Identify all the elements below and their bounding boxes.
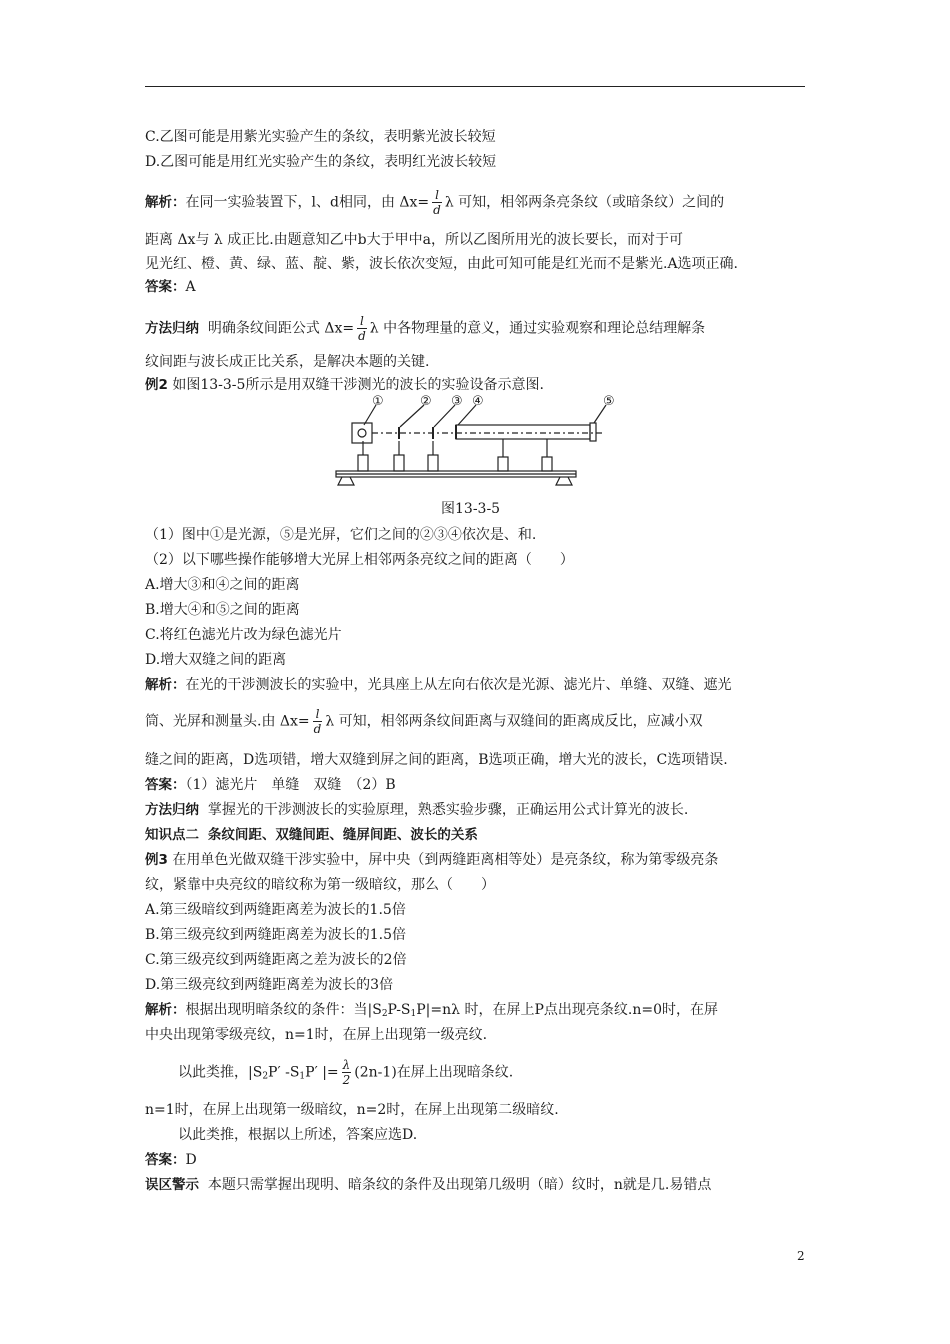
answer-label: 答案：	[145, 279, 186, 295]
page-number: 2	[797, 1249, 805, 1263]
method-1-line-1: 方法归纳 明确条纹间距公式 Δx= $\frac{l}{d}$ λ 中各物理量的意义，通过实验观察和理论总结理解条	[145, 314, 706, 343]
analysis-3-line-4: n=1时，在屏上出现第一级暗纹，n=2时，在屏上出现第二级暗纹.	[145, 1102, 559, 1118]
analysis-2-line-2: 筒、光屏和测量头.由 Δx= $\frac{l}{d}$ λ 可知，相邻两条纹间距离与双缝间的距离成反比，应减小双	[145, 707, 703, 736]
option-2d: D.增大双缝之间的距离	[145, 652, 287, 668]
mark-4: ④	[472, 394, 484, 409]
option-c: C.乙图可能是用紫光实验产生的条纹，表明紫光波长较短	[145, 129, 496, 145]
example-label: 例3	[145, 852, 168, 868]
analysis-2-line-1: 解析：在光的干涉测波长的实验中，光具座上从左向右依次是光源、滤光片、单缝、双缝、遮光	[145, 677, 732, 693]
light-source	[352, 423, 372, 443]
option-3c: C.第三级亮纹到两缝距离之差为波长的2倍	[145, 952, 407, 968]
question-2: （2）以下哪些操作能够增大光屏上相邻两条亮纹之间的距离（ ）	[145, 552, 574, 568]
analysis-3-line-3: 以此类推，$|S_2P'$ $-S_1P'$ |= $\frac{\lambda}{2}$ (2n-1)在屏上出现暗条纹.	[178, 1058, 514, 1087]
example-2: 例2 如图13-3-5所示是用双缝干涉测光的波长的实验设备示意图.	[145, 377, 544, 393]
example-3-line-2: 纹，紧靠中央亮纹的暗纹称为第一级暗纹，那么（ ）	[145, 877, 495, 893]
option-3a: A.第三级暗纹到两缝距离差为波长的1.5倍	[145, 902, 406, 918]
method-2: 方法归纳 掌握光的干涉测波长的实验原理，熟悉实验步骤，正确运用公式计算光的波长.	[145, 802, 689, 818]
analysis-3-line-2: 中央出现第零级亮纹，n=1时，在屏上出现第一级亮纹.	[145, 1027, 488, 1043]
option-2a: A.增大③和④之间的距离	[145, 577, 300, 593]
analysis-3-line-1: 解析：根据出现明暗条纹的条件：当$|S_2P-S_1P|=n\lambda$ 时，在屏上P点出现亮条纹.n=0时，在屏	[145, 1002, 718, 1019]
answer-3: 答案：D	[145, 1152, 197, 1168]
analysis-3-line-5: 以此类推，根据以上所述，答案应选D.	[178, 1127, 418, 1143]
option-d: D.乙图可能是用红光实验产生的条纹，表明红光波长较短	[145, 154, 497, 170]
analysis-1-line-1: 解析：在同一实验装置下，l、d相同，由 Δx= $\frac{l}{d}$ λ 可知，相邻两条亮条纹（或暗条纹）之间的	[145, 188, 725, 217]
mark-1: ①	[372, 394, 384, 409]
method-label: 方法归纳	[145, 320, 199, 337]
method-label: 方法归纳	[145, 802, 199, 818]
answer-1: 答案：A	[145, 279, 196, 295]
mark-5: ⑤	[603, 394, 615, 409]
option-2b: B.增大④和⑤之间的距离	[145, 602, 300, 618]
formula-fraction: $\frac{\lambda}{2}$	[342, 1058, 351, 1087]
answer-2: 答案：（1）滤光片 单缝 双缝 （2）B	[145, 777, 396, 793]
analysis-1-line-3: 见光红、橙、黄、绿、蓝、靛、紫，波长依次变短，由此可知可能是红光而不是紫光.A选项正确.	[145, 256, 739, 272]
screen	[590, 423, 596, 441]
analysis-label: 解析：	[145, 194, 186, 211]
analysis-label: 解析：	[145, 677, 186, 693]
option-3d: D.第三级亮纹到两缝距离差为波长的3倍	[145, 977, 394, 993]
pitfall-note: 误区警示 本题只需掌握出现明、暗条纹的条件及出现第几级明（暗）纹时，n就是几.易错点	[145, 1177, 712, 1193]
experiment-apparatus-figure	[328, 393, 628, 493]
formula-fraction: $\frac{l}{d}$	[313, 707, 322, 736]
left-foot	[338, 477, 354, 485]
header-rule	[145, 86, 805, 87]
analysis-2-line-3: 缝之间的距离，D选项错，增大双缝到屏之间的距离，B选项正确，增大光的波长，C选项错误.	[145, 752, 728, 768]
method-1-line-2: 纹间距与波长成正比关系，是解决本题的关键.	[145, 354, 430, 370]
example-3-line-1: 例3 在用单色光做双缝干涉实验中，屏中央（到两缝距离相等处）是亮条纹，称为第零级亮条	[145, 852, 719, 868]
answer-label: 答案：	[145, 1152, 186, 1168]
answer-label: 答案：	[145, 777, 186, 793]
option-2c: C.将红色滤光片改为绿色滤光片	[145, 627, 342, 643]
option-3b: B.第三级亮纹到两缝距离差为波长的1.5倍	[145, 927, 407, 943]
right-foot	[556, 477, 572, 485]
question-1: （1）图中①是光源，⑤是光屏，它们之间的②③④依次是、和.	[145, 527, 537, 543]
light-tube	[456, 425, 590, 439]
knowledge-label: 知识点二	[145, 827, 199, 843]
pitfall-label: 误区警示	[145, 1177, 199, 1193]
analysis-label: 解析：	[145, 1002, 186, 1018]
figure-caption: 图13-3-5	[441, 501, 501, 517]
mark-3: ③	[451, 394, 463, 409]
example-label: 例2	[145, 377, 168, 393]
mark-2: ②	[420, 394, 432, 409]
knowledge-point-2: 知识点二 条纹间距、双缝间距、缝屏间距、波长的关系	[145, 827, 478, 843]
formula-fraction: $\frac{l}{d}$	[433, 188, 441, 217]
analysis-1-line-2: 距离 Δx与 λ 成正比.由题意知乙中b大于甲中a，所以乙图所用光的波长要长，而对于可	[145, 232, 683, 248]
formula-fraction: $\frac{l}{d}$	[358, 314, 366, 343]
